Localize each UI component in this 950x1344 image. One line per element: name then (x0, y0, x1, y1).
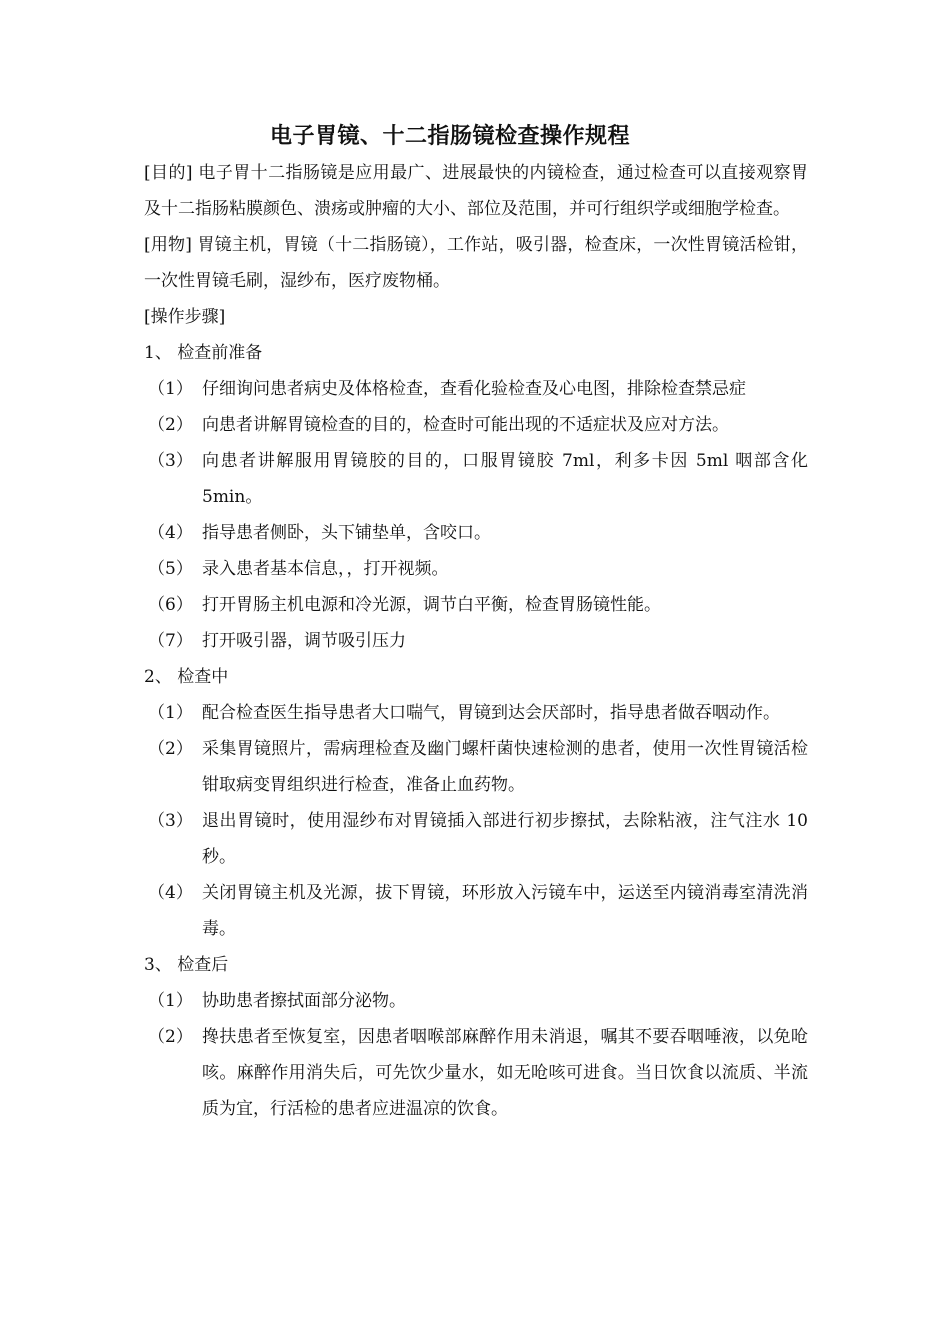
purpose-paragraph: [目的] 电子胃十二指肠镜是应用最广、进展最快的内镜检查，通过检查可以直接观察胃及十二指肠粘膜颜色、溃疡或肿瘤的大小、部位及范围，并可行组织学或细胞学检查。 (144, 163, 808, 219)
item-number: （5） (148, 559, 193, 579)
list-item (144, 695, 808, 731)
section-heading: 1、 检查前准备 (144, 343, 263, 363)
item-text: 向患者讲解胃镜检查的目的，检查时可能出现的不适症状及应对方法。 (202, 415, 729, 435)
item-number: （1） (148, 703, 193, 723)
list-item (144, 551, 808, 587)
item-number: （2） (148, 739, 193, 759)
list-item (144, 443, 808, 515)
item-text: 打开胃肠主机电源和冷光源，调节白平衡，检查胃肠镜性能。 (202, 595, 661, 615)
item-text: 打开吸引器，调节吸引压力 (202, 631, 406, 651)
item-number: （4） (148, 883, 193, 903)
item-number: （2） (148, 415, 193, 435)
list-item (144, 623, 808, 659)
list-item (144, 983, 808, 1019)
item-number: （2） (148, 1027, 193, 1047)
list-item (144, 875, 808, 947)
steps-heading: [操作步骤] (144, 307, 226, 327)
list-item (144, 371, 808, 407)
section-heading: 2、 检查中 (144, 667, 229, 687)
materials-paragraph: [用物] 胃镜主机，胃镜（十二指肠镜），工作站，吸引器，检查床，一次性胃镜活检钳，一次性胃镜毛刷，湿纱布，医疗废物桶。 (144, 235, 808, 291)
item-number: （3） (148, 811, 193, 831)
item-text: 配合检查医生指导患者大口喘气，胃镜到达会厌部时，指导患者做吞咽动作。 (202, 703, 780, 723)
item-number: （1） (148, 379, 193, 399)
item-text: 协助患者擦拭面部分泌物。 (202, 991, 406, 1011)
section-heading: 3、 检查后 (144, 955, 229, 975)
document-title: 电子胃镜、十二指肠镜检查操作规程 (269, 123, 630, 149)
item-number: （6） (148, 595, 193, 615)
list-item (144, 587, 808, 623)
item-text: 向患者讲解服用胃镜胶的目的，口服胃镜胶 7ml，利多卡因 5ml 咽部含化 5min。 (202, 451, 808, 507)
item-text: 搀扶患者至恢复室，因患者咽喉部麻醉作用未消退，嘱其不要吞咽唾液，以免呛咳。麻醉作用消失后，可先饮少量水，如无呛咳可进食。当日饮食以流质、半流质为宜，行活检的患者应进温凉的饮食。 (202, 1027, 808, 1119)
item-text: 关闭胃镜主机及光源，拔下胃镜，环形放入污镜车中，运送至内镜消毒室清洗消毒。 (202, 883, 808, 939)
item-text: 仔细询问患者病史及体格检查，查看化验检查及心电图，排除检查禁忌症 (202, 379, 746, 399)
document-body (144, 155, 808, 1127)
list-item (144, 731, 808, 803)
item-text: 指导患者侧卧，头下铺垫单，含咬口。 (202, 523, 491, 543)
item-text: 退出胃镜时，使用湿纱布对胃镜插入部进行初步擦拭，去除粘液，注气注水 10 秒。 (202, 811, 808, 867)
list-item (144, 515, 808, 551)
item-number: （4） (148, 523, 193, 543)
item-number: （3） (148, 451, 193, 471)
list-item (144, 1019, 808, 1127)
item-text: 采集胃镜照片，需病理检查及幽门螺杆菌快速检测的患者，使用一次性胃镜活检钳取病变胃组织进行检查，准备止血药物。 (202, 739, 808, 795)
item-text: 录入患者基本信息，，打开视频。 (202, 559, 449, 579)
item-number: （7） (148, 631, 193, 651)
item-number: （1） (148, 991, 193, 1011)
list-item (144, 407, 808, 443)
list-item (144, 803, 808, 875)
